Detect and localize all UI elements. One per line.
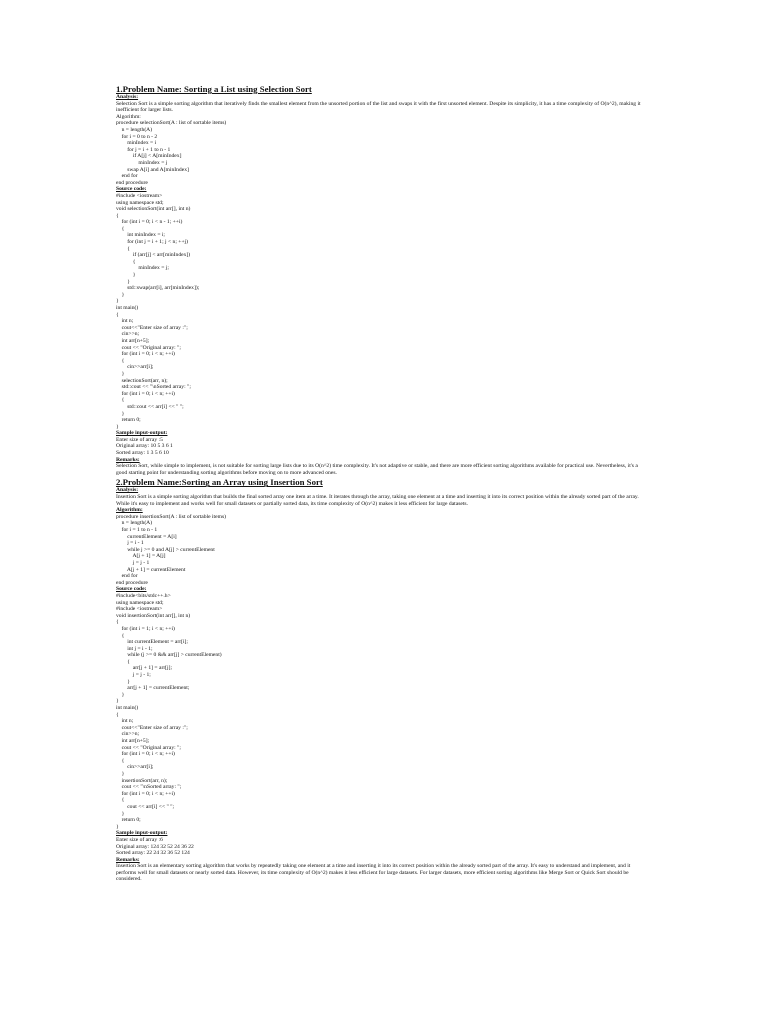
code-line: cout<<"Enter size of array :"; xyxy=(116,724,188,731)
sample-io-block xyxy=(116,837,646,857)
code-line: for (int i = 0; i < n; ++i) xyxy=(116,390,175,397)
algorithm-line: n = length(A) xyxy=(116,520,153,527)
code-line: { xyxy=(116,357,125,364)
algorithm-line: for i = 1 to n - 1 xyxy=(116,527,158,533)
code-line: int arr[n+5]; xyxy=(116,738,150,744)
code-line: cin>>arr[i]; xyxy=(116,764,154,771)
algorithm-line: procedure insertionSort(A : list of sortable items) xyxy=(116,513,226,520)
algorithm-line: while j >= 0 and A[j] > currentElement xyxy=(116,546,215,553)
code-line: cin>>n; xyxy=(116,331,140,338)
code-line: cout << "Original array: "; xyxy=(116,744,181,751)
algorithm-line: for i = 0 to n - 2 xyxy=(116,133,158,140)
code-line: int j = i - 1; xyxy=(116,645,153,652)
code-line: { xyxy=(116,397,125,404)
code-line: } xyxy=(116,823,119,830)
algorithm-line: end for xyxy=(116,173,138,180)
code-line: } xyxy=(116,691,125,698)
code-line: cout << "Original array: "; xyxy=(116,344,181,351)
problem-title: 1.Problem Name: Sorting a List using Selection Sort xyxy=(116,84,312,94)
code-line: } xyxy=(116,698,119,705)
analysis-heading: Analysis: xyxy=(116,94,139,100)
source-code-heading: Source code: xyxy=(116,586,147,593)
analysis-heading: Analysis: xyxy=(116,487,139,494)
code-line: } xyxy=(116,272,136,279)
code-line: void insertionSort(int arr[], int n) xyxy=(116,612,191,619)
code-line: } xyxy=(116,423,119,430)
algorithm-line: end procedure xyxy=(116,179,148,186)
code-line: { xyxy=(116,619,119,626)
code-line: cout << arr[i] << " "; xyxy=(116,803,175,810)
sample-io-heading: Sample input-output: xyxy=(116,430,168,437)
code-line: { xyxy=(116,258,136,265)
code-line: int currentElement = arr[i]; xyxy=(116,639,188,646)
sample-line: Enter size of array :5 xyxy=(116,436,163,443)
sample-line: Original array: 124 32 52 24 36 22 xyxy=(116,843,194,850)
analysis-text: Selection Sort is a simple sorting algorithm that iteratively finds the smallest element from the unsorted portion of the list and swaps it with the first unsorted element. Despite its simplicity, it has a time complexity of O(n^2), making it inefficient for larger lists. xyxy=(116,100,641,114)
algorithm-line: A[j + 1] = A[j] xyxy=(116,553,166,560)
code-line: return 0; xyxy=(116,417,141,424)
algorithm-block xyxy=(116,120,646,186)
code-line: { xyxy=(116,311,119,318)
code-line: #include <iostream> xyxy=(116,606,163,613)
sample-line: Enter size of array :6 xyxy=(116,836,163,843)
code-line: if (arr[j] < arr[minIndex]) xyxy=(116,252,191,259)
code-line: while (j >= 0 && arr[j] > currentElement) xyxy=(116,652,222,659)
algorithm-line: A[j + 1] = currentElement xyxy=(116,566,186,573)
code-line: int arr[n+5]; xyxy=(116,337,150,344)
code-line: #include <iostream> xyxy=(116,192,163,199)
code-line: cout << "\nSorted array: "; xyxy=(116,784,182,791)
code-line: cout<<"Enter size of array :"; xyxy=(116,324,188,331)
remarks-heading: Remarks: xyxy=(116,456,140,463)
algorithm-line: procedure selectionSort(A : list of sortable items) xyxy=(116,120,227,127)
source-code-block xyxy=(116,593,646,830)
code-line: for (int i = 0; i < n; ++i) xyxy=(116,751,175,758)
code-line: std::swap(arr[i], arr[minIndex]); xyxy=(116,285,200,292)
algorithm-line: if A[j] < A[minIndex] xyxy=(116,153,182,160)
section-insertion-sort xyxy=(116,477,646,883)
algorithm-heading: Algorithm: xyxy=(116,113,141,120)
code-line: { xyxy=(116,225,125,232)
code-line: } xyxy=(116,291,125,298)
code-line: for (int i = 0; i < n - 1; ++i) xyxy=(116,219,183,226)
analysis-text: Insertion Sort is a simple sorting algorithm that builds the final sorted array one item at a time. It iterates through the array, taking one element at a time and inserting it into its correct position within the already sorted part of the array. While it's easy to implement and works well for small datasets or partially sorted data, its time complexity of O(n^2) makes it less efficient for large datasets. xyxy=(116,494,639,507)
code-line: } xyxy=(116,278,130,285)
code-line: for (int j = i + 1; j < n; ++j) xyxy=(116,239,189,246)
code-line: for (int i = 1; i < n; ++i) xyxy=(116,625,175,632)
code-line: std::cout << "\nSorted array: "; xyxy=(116,384,191,391)
code-line: #include<bits/stdc++.h> xyxy=(116,592,171,599)
code-line: } xyxy=(116,770,125,777)
code-line: } xyxy=(116,410,125,417)
algorithm-line: j = j - 1 xyxy=(116,559,150,566)
code-line: } xyxy=(116,370,125,377)
code-line: void selectionSort(int arr[], int n) xyxy=(116,206,191,213)
code-line: { xyxy=(116,212,119,219)
code-line: selectionSort(arr, n); xyxy=(116,377,168,384)
algorithm-heading: Algorithm: xyxy=(116,507,143,514)
code-line: { xyxy=(116,711,119,718)
sample-io-heading: Sample input-output: xyxy=(116,830,168,837)
code-line: arr[j + 1] = arr[j]; xyxy=(116,665,173,672)
code-line: for (int i = 0; i < n; ++i) xyxy=(116,351,175,358)
code-line: { xyxy=(116,757,125,764)
code-line: } xyxy=(116,298,119,305)
code-line: j = j - 1; xyxy=(116,672,151,679)
remarks-text: Insertion Sort is an elementary sorting algorithm that works by repeatedly taking one element at a time and inserting it into its correct position within the already sorted part of the array. It's easy to understand and implement, and it performs well for small datasets or nearly sorted data. However, its time complexity of O(n^2) makes it less efficient for large datasets. For larger datasets, more efficient sorting algorithms like Merge Sort or Quick Sort should be considered. xyxy=(116,863,631,883)
algorithm-line: minIndex = i xyxy=(116,140,157,147)
code-line: insertionSort(arr, n); xyxy=(116,777,168,784)
algorithm-line: currentElement = A[i] xyxy=(116,533,177,540)
sample-line: Sorted array: 1 3 5 6 10 xyxy=(116,450,169,457)
sample-line: Sorted array: 22 24 32 36 52 124 xyxy=(116,850,190,857)
code-line: int main() xyxy=(116,305,139,311)
code-line: using namespace std; xyxy=(116,199,164,206)
code-line: { xyxy=(116,632,125,639)
algorithm-line: end procedure xyxy=(116,579,148,586)
source-code-block xyxy=(116,193,646,430)
code-line: int n; xyxy=(116,718,134,725)
code-line: { xyxy=(116,658,130,665)
problem-title: 2.Problem Name:Sorting an Array using Insertion Sort xyxy=(116,477,323,488)
source-code-heading: Source code: xyxy=(116,186,147,193)
code-line: int main() xyxy=(116,705,139,712)
code-line: int minIndex = i; xyxy=(116,232,165,239)
code-line: minIndex = j; xyxy=(116,265,169,272)
algorithm-line: minIndex = j xyxy=(116,159,168,166)
algorithm-line: n = length(A) xyxy=(116,126,153,133)
remarks-heading: Remarks: xyxy=(116,856,140,863)
document-page xyxy=(116,84,646,883)
algorithm-line: for j = i + 1 to n - 1 xyxy=(116,146,171,153)
sample-io-block xyxy=(116,437,646,457)
code-line: { xyxy=(116,797,125,804)
code-line: } xyxy=(116,678,130,685)
code-line: { xyxy=(116,245,130,252)
code-line: using namespace std; xyxy=(116,599,164,606)
algorithm-block xyxy=(116,514,646,587)
code-line: return 0; xyxy=(116,817,141,824)
section-selection-sort xyxy=(116,84,646,476)
remarks-text: Selection Sort, while simple to implement, is not suitable for sorting large lists due to its O(n^2) time complexity. It's not adaptive or stable, and there are more efficient sorting algorithms available for practical use. Nevertheless, it's a good starting point for understanding sorting algorithms before moving on to more advanced ones. xyxy=(116,463,638,476)
algorithm-line: j = i - 1 xyxy=(116,540,144,547)
code-line: int n; xyxy=(116,318,134,325)
code-line: } xyxy=(116,810,125,817)
code-line: for (int i = 0; i < n; ++i) xyxy=(116,790,175,797)
code-line: arr[j + 1] = currentElement; xyxy=(116,685,190,692)
code-line: cin>>n; xyxy=(116,731,140,738)
algorithm-line: swap A[i] and A[minIndex] xyxy=(116,166,189,173)
code-line: std::cout << arr[i] << " "; xyxy=(116,403,184,410)
code-line: cin>>arr[i]; xyxy=(116,364,154,371)
sample-line: Original array: 10 5 3 6 1 xyxy=(116,443,173,450)
algorithm-line: end for xyxy=(116,573,138,580)
